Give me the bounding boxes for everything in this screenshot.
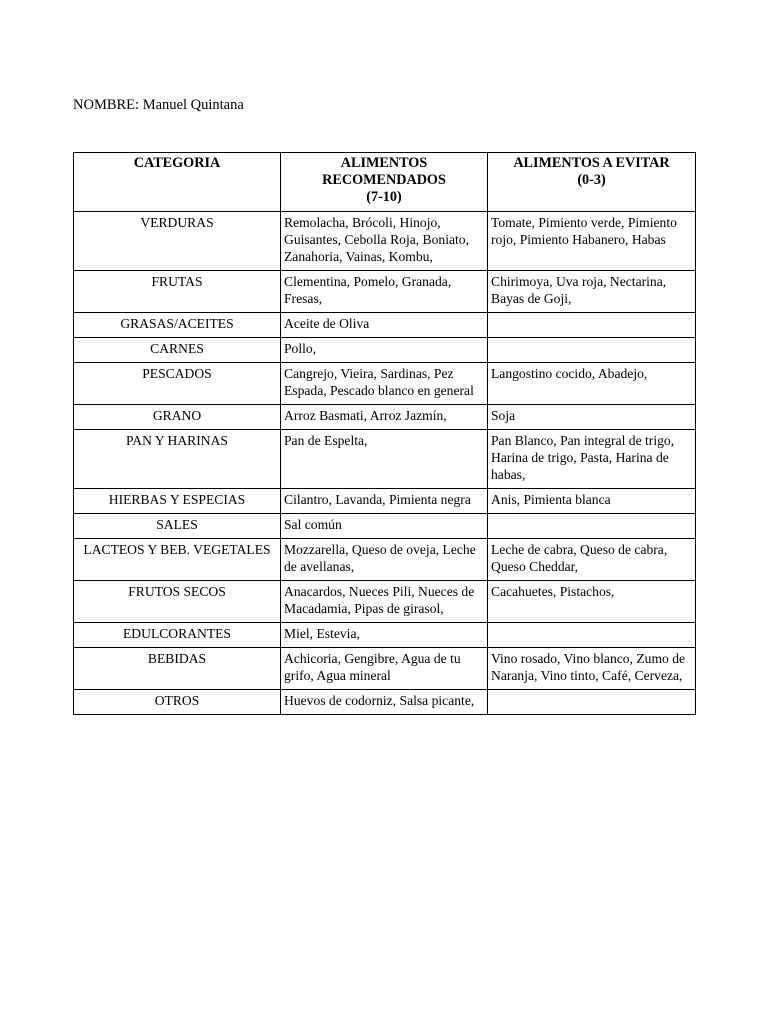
- foods-to-avoid-cell: Tomate, Pimiento verde, Pimiento rojo, Pimiento Habanero, Habas: [488, 212, 696, 271]
- foods-to-avoid-cell: Langostino cocido, Abadejo,: [488, 363, 696, 405]
- category-cell: FRUTAS: [74, 271, 281, 313]
- table-row: [74, 338, 696, 363]
- column-header-recommended-line2: RECOMENDADOS: [322, 172, 446, 188]
- foods-to-avoid-cell: [488, 623, 696, 648]
- recommended-foods-cell: Aceite de Oliva: [281, 313, 488, 338]
- table-row: [74, 271, 696, 313]
- recommended-foods-cell: Sal común: [281, 514, 488, 539]
- category-cell: LACTEOS Y BEB. VEGETALES: [74, 539, 281, 581]
- category-cell: FRUTOS SECOS: [74, 581, 281, 623]
- table-row: [74, 313, 696, 338]
- table-row: [74, 363, 696, 405]
- column-header-recommended: [281, 153, 488, 212]
- recommended-foods-cell: Remolacha, Brócoli, Hinojo, Guisantes, Cebolla Roja, Boniato, Zanahoria, Vainas, Kombu,: [281, 212, 488, 271]
- recommended-foods-cell: Cangrejo, Vieira, Sardinas, Pez Espada, Pescado blanco en general: [281, 363, 488, 405]
- foods-to-avoid-cell: Chirimoya, Uva roja, Nectarina, Bayas de Goji,: [488, 271, 696, 313]
- foods-to-avoid-cell: Vino rosado, Vino blanco, Zumo de Naranja, Vino tinto, Café, Cerveza,: [488, 648, 696, 690]
- category-cell: GRASAS/ACEITES: [74, 313, 281, 338]
- foods-to-avoid-cell: Soja: [488, 405, 696, 430]
- table-row: [74, 405, 696, 430]
- foods-to-avoid-cell: [488, 313, 696, 338]
- recommended-foods-cell: Arroz Basmati, Arroz Jazmín,: [281, 405, 488, 430]
- recommended-foods-cell: Pan de Espelta,: [281, 430, 488, 489]
- table-row: [74, 648, 696, 690]
- category-cell: EDULCORANTES: [74, 623, 281, 648]
- table-row: [74, 514, 696, 539]
- foods-to-avoid-cell: [488, 514, 696, 539]
- foods-to-avoid-cell: [488, 338, 696, 363]
- category-cell: VERDURAS: [74, 212, 281, 271]
- category-cell: PAN Y HARINAS: [74, 430, 281, 489]
- table-row: [74, 581, 696, 623]
- column-header-category: [74, 153, 281, 212]
- recommended-foods-cell: Mozzarella, Queso de oveja, Leche de avellanas,: [281, 539, 488, 581]
- foods-to-avoid-cell: Cacahuetes, Pistachos,: [488, 581, 696, 623]
- foods-to-avoid-cell: [488, 690, 696, 715]
- food-table: [73, 152, 696, 715]
- table-row: [74, 690, 696, 715]
- table-body: [74, 212, 696, 715]
- column-header-category-label: CATEGORIA: [133, 155, 221, 171]
- recommended-foods-cell: Anacardos, Nueces Pili, Nueces de Macadamia, Pipas de girasol,: [281, 581, 488, 623]
- table-row: [74, 212, 696, 271]
- foods-to-avoid-cell: Anis, Pimienta blanca: [488, 489, 696, 514]
- table-row: [74, 430, 696, 489]
- recommended-foods-cell: Miel, Estevia,: [281, 623, 488, 648]
- category-cell: CARNES: [74, 338, 281, 363]
- patient-name-line: NOMBRE: Manuel Quintana: [73, 97, 244, 113]
- column-header-avoid-line1: ALIMENTOS A EVITAR: [513, 155, 670, 171]
- column-header-recommended-line1: ALIMENTOS: [340, 155, 428, 171]
- table-row: [74, 623, 696, 648]
- column-header-avoid-line2: (0-3): [577, 172, 606, 188]
- category-cell: HIERBAS Y ESPECIAS: [74, 489, 281, 514]
- recommended-foods-cell: Clementina, Pomelo, Granada, Fresas,: [281, 271, 488, 313]
- category-cell: OTROS: [74, 690, 281, 715]
- table-header-row: [74, 153, 696, 212]
- table-row: [74, 489, 696, 514]
- table-row: [74, 539, 696, 581]
- category-cell: PESCADOS: [74, 363, 281, 405]
- recommended-foods-cell: Pollo,: [281, 338, 488, 363]
- category-cell: SALES: [74, 514, 281, 539]
- category-cell: GRANO: [74, 405, 281, 430]
- recommended-foods-cell: Achicoria, Gengibre, Agua de tu grifo, Agua mineral: [281, 648, 488, 690]
- category-cell: BEBIDAS: [74, 648, 281, 690]
- foods-to-avoid-cell: Pan Blanco, Pan integral de trigo, Harina de trigo, Pasta, Harina de habas,: [488, 430, 696, 489]
- column-header-recommended-line3: (7-10): [366, 189, 402, 205]
- foods-to-avoid-cell: Leche de cabra, Queso de cabra, Queso Cheddar,: [488, 539, 696, 581]
- column-header-avoid: [488, 153, 696, 212]
- recommended-foods-cell: Cilantro, Lavanda, Pimienta negra: [281, 489, 488, 514]
- recommended-foods-cell: Huevos de codorniz, Salsa picante,: [281, 690, 488, 715]
